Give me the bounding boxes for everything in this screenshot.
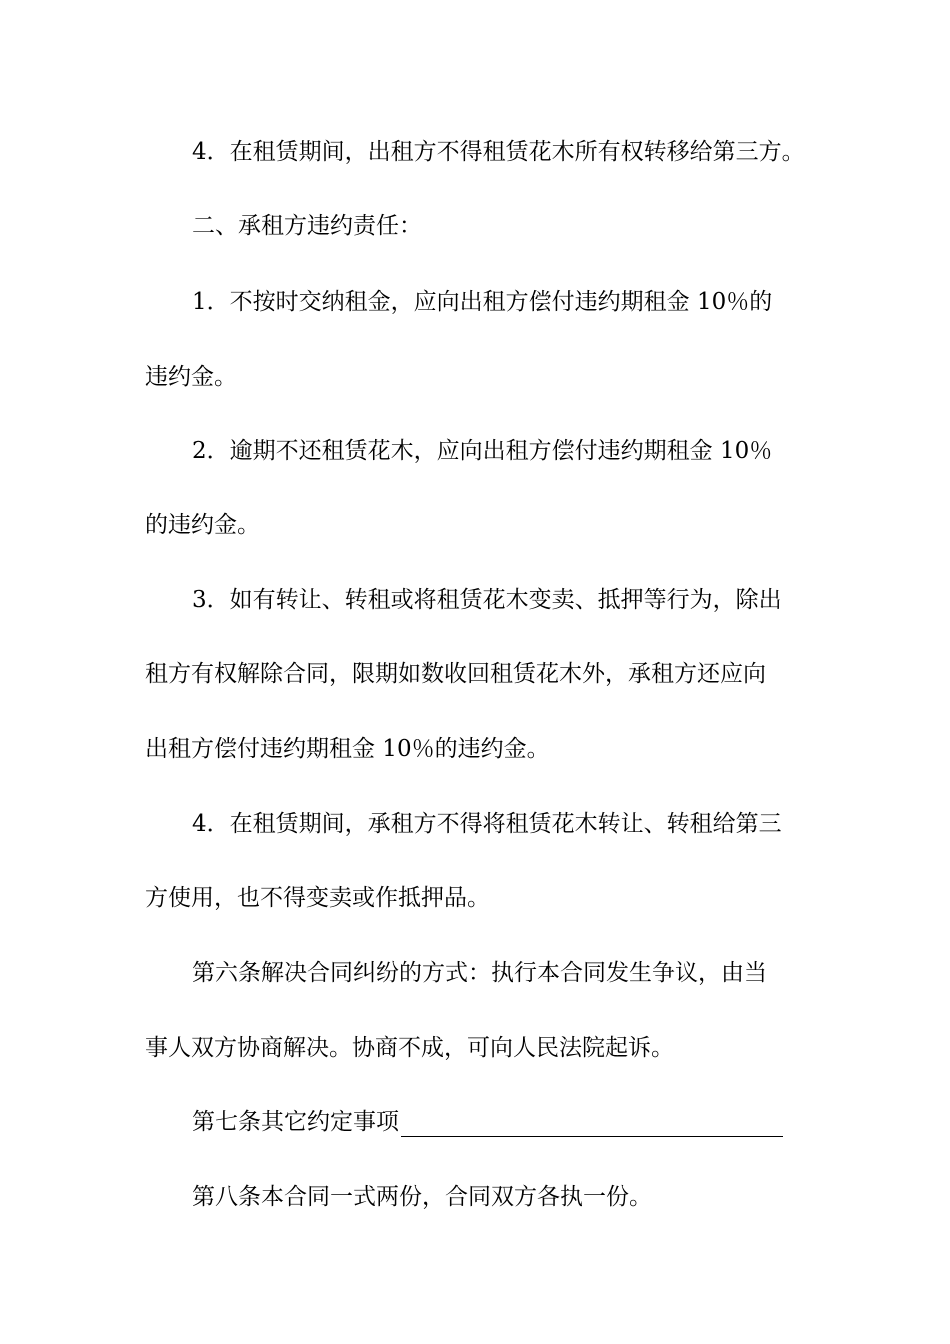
clause-lessee-no-transfer-line-2: 方使用，也不得变卖或作抵押品。 — [145, 885, 490, 911]
clause-overdue-return-line-1: 2．逾期不还租赁花木，应向出租方偿付违约期租金 10％ — [192, 438, 773, 464]
clause-lessor-no-transfer: 4．在租赁期间，出租方不得租赁花木所有权转移给第三方。 — [192, 139, 805, 165]
clause-late-rent-line-2: 违约金。 — [145, 364, 237, 390]
article-seven — [192, 1107, 783, 1137]
article-six-line-2: 事人双方协商解决。协商不成，可向人民法院起诉。 — [145, 1035, 674, 1061]
clause-sublease-line-1: 3．如有转让、转租或将租赁花木变卖、抵押等行为，除出 — [192, 587, 782, 613]
clause-sublease-line-2: 租方有权解除合同，限期如数收回租赁花木外，承租方还应向 — [145, 661, 766, 687]
article-seven-blank-line — [401, 1114, 783, 1137]
article-six-line-1: 第六条解决合同纠纷的方式：执行本合同发生争议，由当 — [192, 960, 767, 986]
article-eight: 第八条本合同一式两份，合同双方各执一份。 — [192, 1184, 652, 1210]
clause-lessee-no-transfer-line-1: 4．在租赁期间，承租方不得将租赁花木转让、转租给第三 — [192, 811, 782, 837]
clause-overdue-return-line-2: 的违约金。 — [145, 512, 260, 538]
clause-sublease-line-3: 出租方偿付违约期租金 10％的违约金。 — [145, 736, 550, 762]
clause-late-rent-line-1: 1．不按时交纳租金，应向出租方偿付违约期租金 10％的 — [192, 289, 773, 315]
section-lessee-liability-heading: 二、承租方违约责任： — [192, 213, 422, 239]
article-seven-label: 第七条其它约定事项 — [192, 1109, 399, 1135]
